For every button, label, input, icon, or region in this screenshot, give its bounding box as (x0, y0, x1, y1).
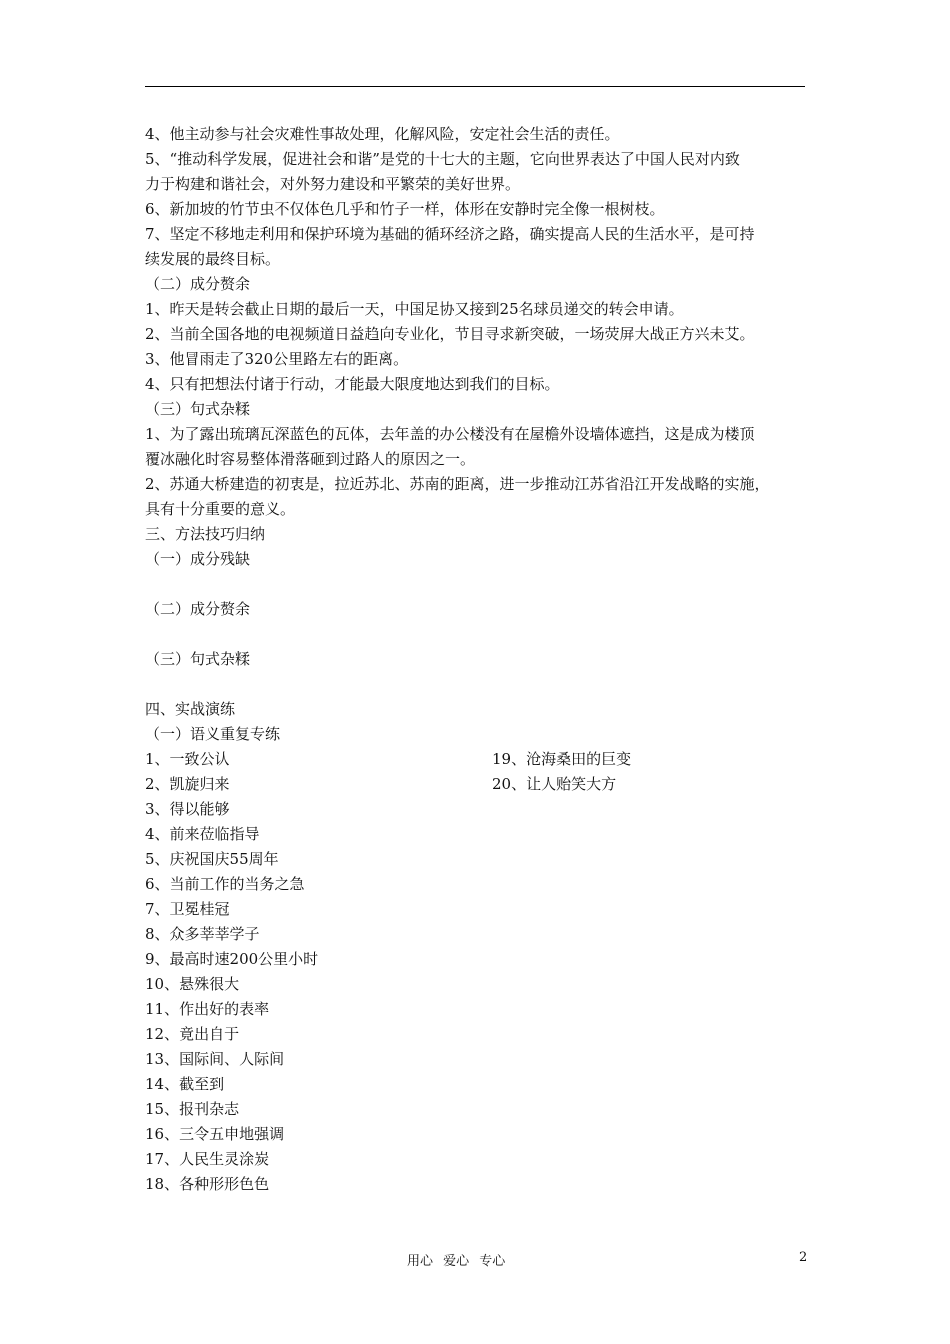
list-item: 4、前来莅临指导 (145, 825, 260, 843)
section-heading: 四、实战演练 (145, 700, 236, 718)
section-heading: （三）句式杂糅 (145, 400, 251, 418)
exercise-list-right (492, 747, 631, 797)
list-item: 9、最高时速200公里小时 (145, 950, 319, 968)
list-item: 20、让人贻笑大方 (492, 775, 617, 793)
paragraph-line: 1、为了露出琉璃瓦深蓝色的瓦体，去年盖的办公楼没有在屋檐外设墙体遮挡，这是成为楼顶 (145, 425, 755, 443)
blank-line (145, 672, 810, 697)
list-item: 1、一致公认 (145, 750, 230, 768)
list-item: 16、三令五申地强调 (145, 1125, 285, 1143)
list-item: 17、人民生灵涂炭 (145, 1150, 270, 1168)
list-item: 14、截至到 (145, 1075, 225, 1093)
list-item: 5、庆祝国庆55周年 (145, 850, 279, 868)
paragraph-line: 2、苏通大桥建造的初衷是，拉近苏北、苏南的距离，进一步推动江苏省沿江开发战略的实施， (145, 475, 770, 493)
list-item: 6、当前工作的当务之急 (145, 875, 305, 893)
paragraph-line: 7、坚定不移地走利用和保护环境为基础的循环经济之路，确实提高人民的生活水平，是可持 (145, 225, 755, 243)
exercise-list (145, 747, 810, 1197)
paragraph-line: 1、昨天是转会截止日期的最后一天，中国足协又接到25名球员递交的转会申请。 (145, 300, 684, 318)
list-item: 13、国际间、人际间 (145, 1050, 285, 1068)
blank-line (145, 622, 810, 647)
list-item: 8、众多莘莘学子 (145, 925, 260, 943)
paragraph-line: 4、他主动参与社会灾难性事故处理，化解风险，安定社会生活的责任。 (145, 125, 620, 143)
exercise-list-left (145, 747, 810, 1197)
page-number: 2 (799, 1250, 808, 1265)
section-heading: （一）成分残缺 (145, 550, 251, 568)
paragraph-line: 具有十分重要的意义。 (145, 500, 296, 518)
list-item: 11、作出好的表率 (145, 1000, 270, 1018)
section-heading: （二）成分赘余 (145, 275, 251, 293)
paragraph-line: 力于构建和谐社会，对外努力建设和平繁荣的美好世界。 (145, 175, 521, 193)
list-item: 7、卫冕桂冠 (145, 900, 230, 918)
paragraph-line: 6、新加坡的竹节虫不仅体色几乎和竹子一样，体形在安静时完全像一根树枝。 (145, 200, 665, 218)
section-heading: （一）语义重复专练 (145, 725, 281, 743)
paragraph-line: 4、只有把想法付诸于行动，才能最大限度地达到我们的目标。 (145, 375, 560, 393)
paragraph-line: 2、当前全国各地的电视频道日益趋向专业化，节目寻求新突破，一场荧屏大战正方兴未艾。 (145, 325, 755, 343)
section-heading: （二）成分赘余 (145, 600, 251, 618)
list-item: 12、竟出自于 (145, 1025, 240, 1043)
list-item: 2、凯旋归来 (145, 775, 230, 793)
section-heading: 三、方法技巧归纳 (145, 525, 266, 543)
list-item: 3、得以能够 (145, 800, 230, 818)
paragraph-line: 3、他冒雨走了320公里路左右的距离。 (145, 350, 409, 368)
paragraph-line: 续发展的最终目标。 (145, 250, 281, 268)
blank-line (145, 572, 810, 597)
section-heading: （三）句式杂糅 (145, 650, 251, 668)
paragraph-line: 5、“推动科学发展，促进社会和谐”是党的十七大的主题，它向世界表达了中国人民对内致 (145, 150, 740, 168)
list-item: 19、沧海桑田的巨变 (492, 750, 632, 768)
footer-motto: 用心 爱心 专心 (407, 1254, 506, 1269)
document-body (145, 122, 810, 1197)
paragraph-line: 覆冰融化时容易整体滑落砸到过路人的原因之一。 (145, 450, 476, 468)
list-item: 18、各种形形色色 (145, 1175, 270, 1193)
list-item: 15、报刊杂志 (145, 1100, 240, 1118)
list-item: 10、悬殊很大 (145, 975, 240, 993)
header-rule (145, 86, 805, 87)
